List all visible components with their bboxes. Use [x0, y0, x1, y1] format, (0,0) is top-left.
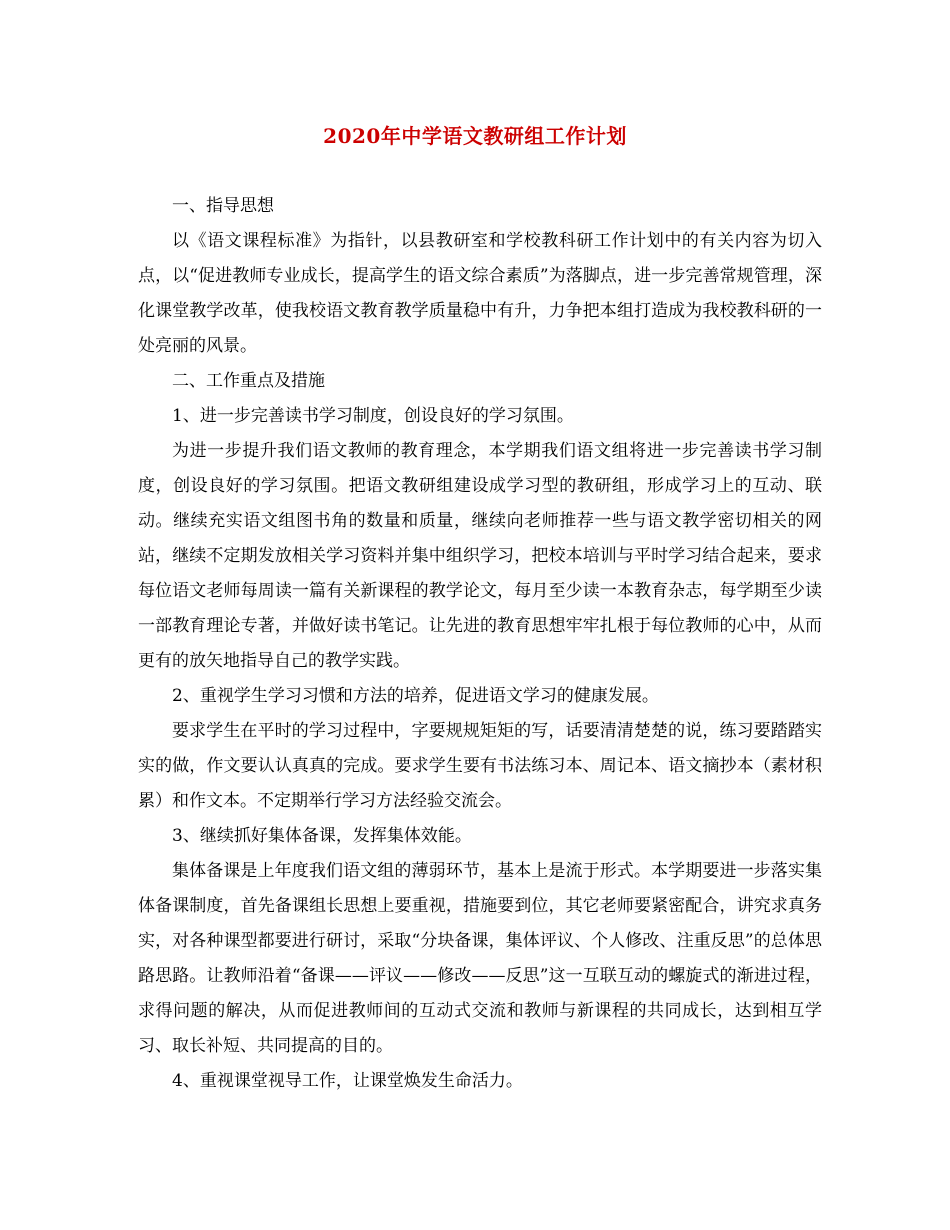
subheading-reading-system: 1、进一步完善读书学习制度，创设良好的学习氛围。 [172, 406, 574, 426]
paragraph: 要求学生在平时的学习过程中，字要规规矩矩的写，话要清清楚楚的说，练习要踏踏实实的做，作文要认认真真的完成。要求学生要有书法练习本、周记本、语文摘抄本（素材积累）和作文本。不定期举行学习方法经验交流会。 [138, 721, 822, 811]
subheading-collective-lesson-prep: 3、继续抓好集体备课，发挥集体效能。 [172, 826, 472, 846]
paragraph: 以《语文课程标准》为指针，以县教研室和学校教科研工作计划中的有关内容为切入点，以“促进教师专业成长，提高学生的语文综合素质”为落脚点，进一步完善常规管理，深化课堂教学改革，使我校语文教育教学质量稳中有升，力争把本组打造成为我校教科研的一处亮丽的风景。 [138, 231, 822, 356]
document-body [138, 189, 822, 1099]
paragraph: 集体备课是上年度我们语文组的薄弱环节，基本上是流于形式。本学期要进一步落实集体备课制度，首先备课组长思想上要重视，措施要到位，其它老师要紧密配合，讲究求真务实，对各种课型都要进行研讨，采取“分块备课，集体评议、个人修改、注重反思”的总体思路思路。让教师沿着“备课——评议——修改——反思”这一互联互动的螺旋式的渐进过程，求得问题的解决，从而促进教师间的互动式交流和教师与新课程的共同成长，达到相互学习、取长补短、共同提高的目的。 [138, 861, 822, 1056]
subheading-classroom-supervision: 4、重视课堂视导工作，让课堂焕发生命活力。 [172, 1071, 523, 1091]
section-heading-guiding-ideology: 一、指导思想 [172, 196, 274, 216]
subheading-study-habits: 2、重视学生学习习惯和方法的培养，促进语文学习的健康发展。 [172, 686, 659, 706]
paragraph: 为进一步提升我们语文教师的教育理念，本学期我们语文组将进一步完善读书学习制度，创设良好的学习氛围。把语文教研组建设成学习型的教研组，形成学习上的互动、联动。继续充实语文组图书角的数量和质量，继续向老师推荐一些与语文教学密切相关的网站，继续不定期发放相关学习资料并集中组织学习，把校本培训与平时学习结合起来，要求每位语文老师每周读一篇有关新课程的教学论文，每月至少读一本教育杂志，每学期至少读一部教育理论专著，并做好读书笔记。让先进的教育思想牢牢扎根于每位教师的心中，从而更有的放矢地指导自己的教学实践。 [138, 441, 822, 671]
section-heading-key-work: 二、工作重点及措施 [172, 371, 325, 391]
document-title: 2020年中学语文教研组工作计划 [323, 124, 627, 148]
